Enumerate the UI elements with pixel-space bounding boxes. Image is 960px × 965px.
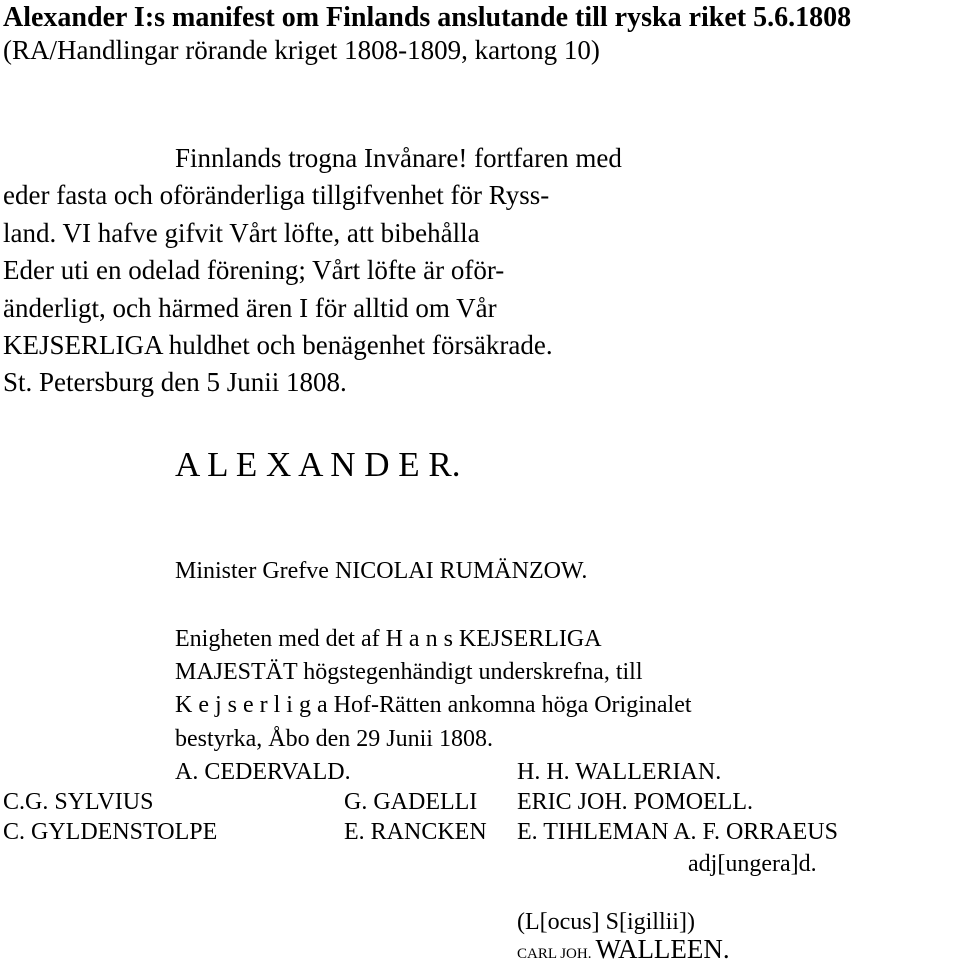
minister-line: Minister Grefve NICOLAI RUMÄNZOW. — [175, 558, 588, 584]
certification-line: K e j s e r l i g a Hof-Rätten ankomna höga Originalet — [175, 692, 692, 718]
signatory-name: E. RANCKEN — [344, 819, 487, 845]
final-signatory-first: CARL JOH. — [517, 946, 592, 962]
adjunct-note: adj[ungera]d. — [688, 851, 817, 877]
signatory-name: C. GYLDENSTOLPE — [3, 819, 218, 845]
signatory-name: H. H. WALLERIAN. — [517, 759, 722, 785]
signatory-name: G. GADELLI — [344, 789, 478, 815]
certification-line: bestyrka, Åbo den 29 Junii 1808. — [175, 726, 493, 752]
manifest-line: land. VI hafve gifvit Vårt löfte, att bibehålla — [3, 218, 480, 248]
signatory-name: C.G. SYLVIUS — [3, 789, 154, 815]
manifest-line: Finnlands trogna Invånare! fortfaren med — [175, 143, 622, 173]
manifest-line: KEJSERLIGA huldhet och benägenhet försäkrade. — [3, 330, 553, 360]
manifest-line: eder fasta och oföränderliga tillgifvenhet för Ryss- — [3, 180, 550, 210]
imperial-signature: A L E X A N D E R. — [175, 445, 461, 484]
document-title: Alexander I:s manifest om Finlands anslutande till ryska riket 5.6.1808 — [3, 2, 852, 33]
certification-line: MAJESTÄT högstegenhändigt underskrefna, till — [175, 659, 643, 685]
seal-location: (L[ocus] S[igillii]) — [517, 909, 695, 935]
signatory-name: ERIC JOH. POMOELL. — [517, 789, 754, 815]
signatory-name: A. CEDERVALD. — [175, 759, 351, 785]
manifest-line: Eder uti en odelad förening; Vårt löfte är oför- — [3, 255, 505, 285]
document-subtitle: (RA/Handlingar rörande kriget 1808-1809, kartong 10) — [3, 35, 600, 65]
signatory-name: E. TIHLEMAN A. F. ORRAEUS — [517, 819, 838, 845]
certification-line: Enigheten med det af H a n s KEJSERLIGA — [175, 626, 602, 652]
final-signatory-last: WALLEEN. — [595, 934, 730, 964]
final-signatory — [517, 936, 730, 963]
manifest-line: änderligt, och härmed ären I för alltid om Vår — [3, 293, 497, 323]
manifest-date: St. Petersburg den 5 Junii 1808. — [3, 367, 347, 397]
